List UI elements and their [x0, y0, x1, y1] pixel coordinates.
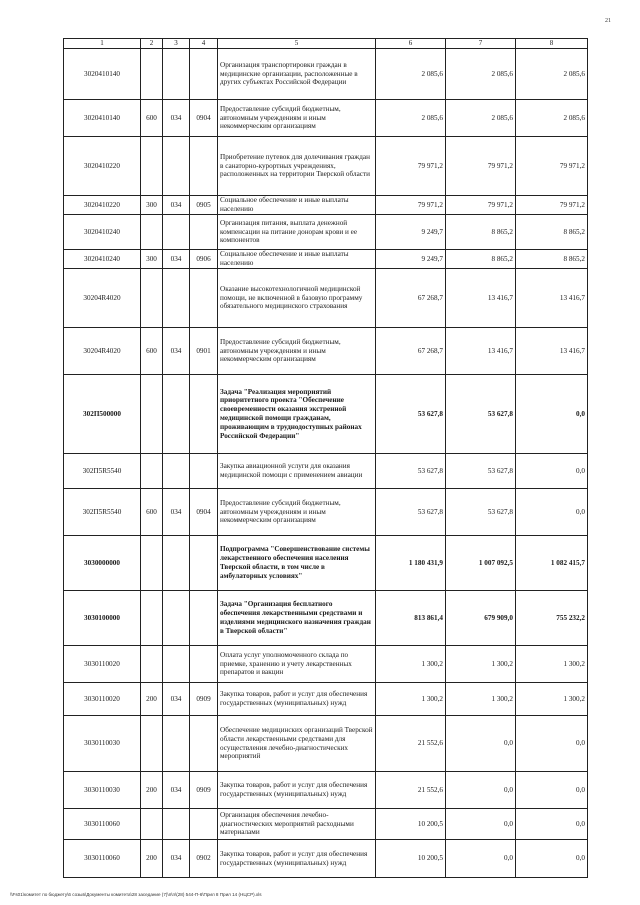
- amount-cell-6: 10 200,5: [376, 809, 446, 840]
- department-cell: [163, 215, 190, 250]
- budget-code-cell: 3020410140: [64, 100, 141, 137]
- table-row: [64, 536, 588, 591]
- description-cell: Оказание высокотехнологичной медицинской помощи, не включенной в базовую программу обязательного медицинского страхования: [218, 269, 376, 328]
- table-row: [64, 772, 588, 809]
- budget-code-cell: 3020410240: [64, 215, 141, 250]
- amount-cell-7: 1 300,2: [446, 646, 516, 683]
- section-cell: 0909: [190, 772, 218, 809]
- table-row: [64, 716, 588, 772]
- description-cell: Приобретение путевок для долечивания граждан в санаторно-курортных учреждениях, расположенных на территории Тверской области: [218, 137, 376, 196]
- amount-cell-7: 1 007 092,5: [446, 536, 516, 591]
- expense-type-cell: 600: [141, 489, 163, 536]
- section-cell: [190, 809, 218, 840]
- department-cell: 034: [163, 683, 190, 716]
- table-row: [64, 250, 588, 269]
- section-cell: [190, 49, 218, 100]
- amount-cell-7: 8 865,2: [446, 250, 516, 269]
- budget-code-cell: 3030110020: [64, 646, 141, 683]
- department-cell: 034: [163, 196, 190, 215]
- amount-cell-8: 1 300,2: [516, 683, 588, 716]
- expense-type-cell: [141, 716, 163, 772]
- amount-cell-6: 79 971,2: [376, 137, 446, 196]
- amount-cell-6: 9 249,7: [376, 215, 446, 250]
- table-row: [64, 591, 588, 646]
- amount-cell-7: 53 627,8: [446, 454, 516, 489]
- section-cell: 0905: [190, 196, 218, 215]
- amount-cell-8: 0,0: [516, 375, 588, 454]
- amount-cell-7: 79 971,2: [446, 137, 516, 196]
- header-cell: 8: [516, 39, 588, 49]
- section-cell: [190, 375, 218, 454]
- section-cell: 0906: [190, 250, 218, 269]
- table-row: [64, 454, 588, 489]
- section-cell: [190, 269, 218, 328]
- amount-cell-8: 0,0: [516, 716, 588, 772]
- section-cell: [190, 137, 218, 196]
- expense-type-cell: [141, 809, 163, 840]
- expense-type-cell: 200: [141, 683, 163, 716]
- department-cell: 034: [163, 100, 190, 137]
- table-row: [64, 49, 588, 100]
- expense-type-cell: [141, 454, 163, 489]
- department-cell: [163, 454, 190, 489]
- budget-code-cell: 3030110020: [64, 683, 141, 716]
- header-cell: 1: [64, 39, 141, 49]
- expense-type-cell: 200: [141, 772, 163, 809]
- amount-cell-6: 53 627,8: [376, 489, 446, 536]
- budget-code-cell: 3030110030: [64, 716, 141, 772]
- table-row: [64, 683, 588, 716]
- table-row: [64, 646, 588, 683]
- amount-cell-8: 1 300,2: [516, 646, 588, 683]
- expense-type-cell: [141, 215, 163, 250]
- department-cell: [163, 49, 190, 100]
- amount-cell-8: 755 232,2: [516, 591, 588, 646]
- budget-code-cell: 3020410220: [64, 196, 141, 215]
- description-cell: Организация питания, выплата денежной компенсации на питание донорам крови и ее компонентов: [218, 215, 376, 250]
- table-row: [64, 840, 588, 878]
- section-cell: 0904: [190, 100, 218, 137]
- amount-cell-6: 53 627,8: [376, 454, 446, 489]
- amount-cell-7: 2 085,6: [446, 49, 516, 100]
- budget-table: [63, 38, 588, 878]
- budget-code-cell: 30204R4020: [64, 328, 141, 375]
- budget-code-cell: 302П500000: [64, 375, 141, 454]
- expense-type-cell: 300: [141, 196, 163, 215]
- description-cell: Закупка авиационной услуги для оказания медицинской помощи с применением авиации: [218, 454, 376, 489]
- description-cell: Задача "Реализация мероприятий приоритетного проекта "Обеспечение своевременности оказания экстренной медицинской помощи гражданам, проживающим в труднодоступных районах Российской Федерации": [218, 375, 376, 454]
- amount-cell-6: 67 268,7: [376, 269, 446, 328]
- description-cell: Социальное обеспечение и иные выплаты населению: [218, 250, 376, 269]
- amount-cell-8: 2 085,6: [516, 100, 588, 137]
- expense-type-cell: [141, 375, 163, 454]
- table-row: [64, 328, 588, 375]
- expense-type-cell: [141, 49, 163, 100]
- amount-cell-7: 0,0: [446, 772, 516, 809]
- amount-cell-8: 13 416,7: [516, 328, 588, 375]
- section-cell: [190, 716, 218, 772]
- expense-type-cell: [141, 536, 163, 591]
- amount-cell-6: 813 861,4: [376, 591, 446, 646]
- table-row: [64, 137, 588, 196]
- department-cell: 034: [163, 772, 190, 809]
- amount-cell-8: 0,0: [516, 454, 588, 489]
- budget-code-cell: 302П5R5540: [64, 454, 141, 489]
- description-cell: Оплата услуг уполномоченного склада по приемке, хранению и учету лекарственных препаратов и вакцин: [218, 646, 376, 683]
- department-cell: [163, 591, 190, 646]
- description-cell: Закупка товаров, работ и услуг для обеспечения государственных (муниципальных) нужд: [218, 772, 376, 809]
- expense-type-cell: 600: [141, 328, 163, 375]
- amount-cell-6: 79 971,2: [376, 196, 446, 215]
- department-cell: 034: [163, 328, 190, 375]
- budget-code-cell: 3030100000: [64, 591, 141, 646]
- expense-type-cell: [141, 137, 163, 196]
- description-cell: Закупка товаров, работ и услуг для обеспечения государственных (муниципальных) нужд: [218, 840, 376, 878]
- amount-cell-8: 79 971,2: [516, 137, 588, 196]
- amount-cell-8: 13 416,7: [516, 269, 588, 328]
- table-row: [64, 489, 588, 536]
- expense-type-cell: [141, 591, 163, 646]
- description-cell: Организация транспортировки граждан в медицинские организации, расположенные в других субъектах Российской Федерации: [218, 49, 376, 100]
- amount-cell-7: 679 909,0: [446, 591, 516, 646]
- department-cell: [163, 536, 190, 591]
- table-row: [64, 100, 588, 137]
- amount-cell-7: 2 085,6: [446, 100, 516, 137]
- table-row: [64, 215, 588, 250]
- amount-cell-7: 13 416,7: [446, 328, 516, 375]
- amount-cell-8: 1 082 415,7: [516, 536, 588, 591]
- budget-code-cell: 302П5R5540: [64, 489, 141, 536]
- table-row: [64, 269, 588, 328]
- budget-code-cell: 30204R4020: [64, 269, 141, 328]
- department-cell: 034: [163, 840, 190, 878]
- expense-type-cell: [141, 646, 163, 683]
- header-cell: 3: [163, 39, 190, 49]
- amount-cell-6: 2 085,6: [376, 49, 446, 100]
- amount-cell-6: 1 300,2: [376, 683, 446, 716]
- department-cell: 034: [163, 489, 190, 536]
- amount-cell-8: 2 085,6: [516, 49, 588, 100]
- section-cell: 0904: [190, 489, 218, 536]
- budget-code-cell: 3030000000: [64, 536, 141, 591]
- description-cell: Обеспечение медицинских организаций Тверской области лекарственными средствами для осуществления лечебно-диагностических мероприятий: [218, 716, 376, 772]
- expense-type-cell: [141, 269, 163, 328]
- amount-cell-7: 0,0: [446, 716, 516, 772]
- description-cell: Предоставление субсидий бюджетным, автономным учреждениям и иным некоммерческим организациям: [218, 328, 376, 375]
- budget-code-cell: 3030110060: [64, 840, 141, 878]
- amount-cell-7: 0,0: [446, 809, 516, 840]
- section-cell: [190, 536, 218, 591]
- department-cell: [163, 269, 190, 328]
- amount-cell-7: 79 971,2: [446, 196, 516, 215]
- amount-cell-6: 21 552,6: [376, 772, 446, 809]
- amount-cell-8: 0,0: [516, 809, 588, 840]
- description-cell: Закупка товаров, работ и услуг для обеспечения государственных (муниципальных) нужд: [218, 683, 376, 716]
- table-row: [64, 196, 588, 215]
- amount-cell-6: 53 627,8: [376, 375, 446, 454]
- amount-cell-6: 1 300,2: [376, 646, 446, 683]
- file-path-footer: \\Fs01\комитет по бюджету\6 созыв\Документы комитета\28 заседание (7)\п\п\(28) 544-П-6\Прил 8 Прил 14 (НЦСР).xls: [10, 892, 262, 897]
- description-cell: Задача "Организация бесплатного обеспечения лекарственными средствами и изделиями медицинского назначения граждан в Тверской области": [218, 591, 376, 646]
- section-cell: 0901: [190, 328, 218, 375]
- amount-cell-8: 8 865,2: [516, 215, 588, 250]
- amount-cell-8: 0,0: [516, 772, 588, 809]
- budget-code-cell: 3020410240: [64, 250, 141, 269]
- description-cell: Социальное обеспечение и иные выплаты населению: [218, 196, 376, 215]
- budget-code-cell: 3030110060: [64, 809, 141, 840]
- amount-cell-6: 9 249,7: [376, 250, 446, 269]
- budget-code-cell: 3020410140: [64, 49, 141, 100]
- department-cell: [163, 809, 190, 840]
- amount-cell-7: 1 300,2: [446, 683, 516, 716]
- table-body: [64, 49, 588, 878]
- amount-cell-8: 0,0: [516, 489, 588, 536]
- amount-cell-8: 8 865,2: [516, 250, 588, 269]
- amount-cell-6: 2 085,6: [376, 100, 446, 137]
- page-number: 21: [605, 18, 611, 24]
- header-cell: 5: [218, 39, 376, 49]
- department-cell: [163, 716, 190, 772]
- amount-cell-7: 0,0: [446, 840, 516, 878]
- description-cell: Организация обеспечения лечебно-диагностических мероприятий расходными материалами: [218, 809, 376, 840]
- expense-type-cell: 200: [141, 840, 163, 878]
- section-cell: 0909: [190, 683, 218, 716]
- section-cell: [190, 591, 218, 646]
- table-row: [64, 809, 588, 840]
- amount-cell-6: 67 268,7: [376, 328, 446, 375]
- expense-type-cell: 600: [141, 100, 163, 137]
- budget-code-cell: 3020410220: [64, 137, 141, 196]
- description-cell: Предоставление субсидий бюджетным, автономным учреждениям и иным некоммерческим организациям: [218, 100, 376, 137]
- expense-type-cell: 300: [141, 250, 163, 269]
- amount-cell-7: 8 865,2: [446, 215, 516, 250]
- amount-cell-8: 79 971,2: [516, 196, 588, 215]
- section-cell: [190, 646, 218, 683]
- section-cell: [190, 454, 218, 489]
- department-cell: [163, 137, 190, 196]
- section-cell: [190, 215, 218, 250]
- header-cell: 2: [141, 39, 163, 49]
- header-cell: 7: [446, 39, 516, 49]
- amount-cell-7: 13 416,7: [446, 269, 516, 328]
- header-row: [64, 39, 588, 49]
- amount-cell-7: 53 627,8: [446, 489, 516, 536]
- amount-cell-6: 10 200,5: [376, 840, 446, 878]
- amount-cell-6: 21 552,6: [376, 716, 446, 772]
- table-row: [64, 375, 588, 454]
- budget-code-cell: 3030110030: [64, 772, 141, 809]
- description-cell: Предоставление субсидий бюджетным, автономным учреждениям и иным некоммерческим организациям: [218, 489, 376, 536]
- amount-cell-7: 53 627,8: [446, 375, 516, 454]
- header-cell: 6: [376, 39, 446, 49]
- amount-cell-8: 0,0: [516, 840, 588, 878]
- description-cell: Подпрограмма "Совершенствование системы лекарственного обеспечения населения Тверской области, в том числе в амбулаторных условиях": [218, 536, 376, 591]
- department-cell: [163, 646, 190, 683]
- department-cell: [163, 375, 190, 454]
- amount-cell-6: 1 180 431,9: [376, 536, 446, 591]
- department-cell: 034: [163, 250, 190, 269]
- header-cell: 4: [190, 39, 218, 49]
- section-cell: 0902: [190, 840, 218, 878]
